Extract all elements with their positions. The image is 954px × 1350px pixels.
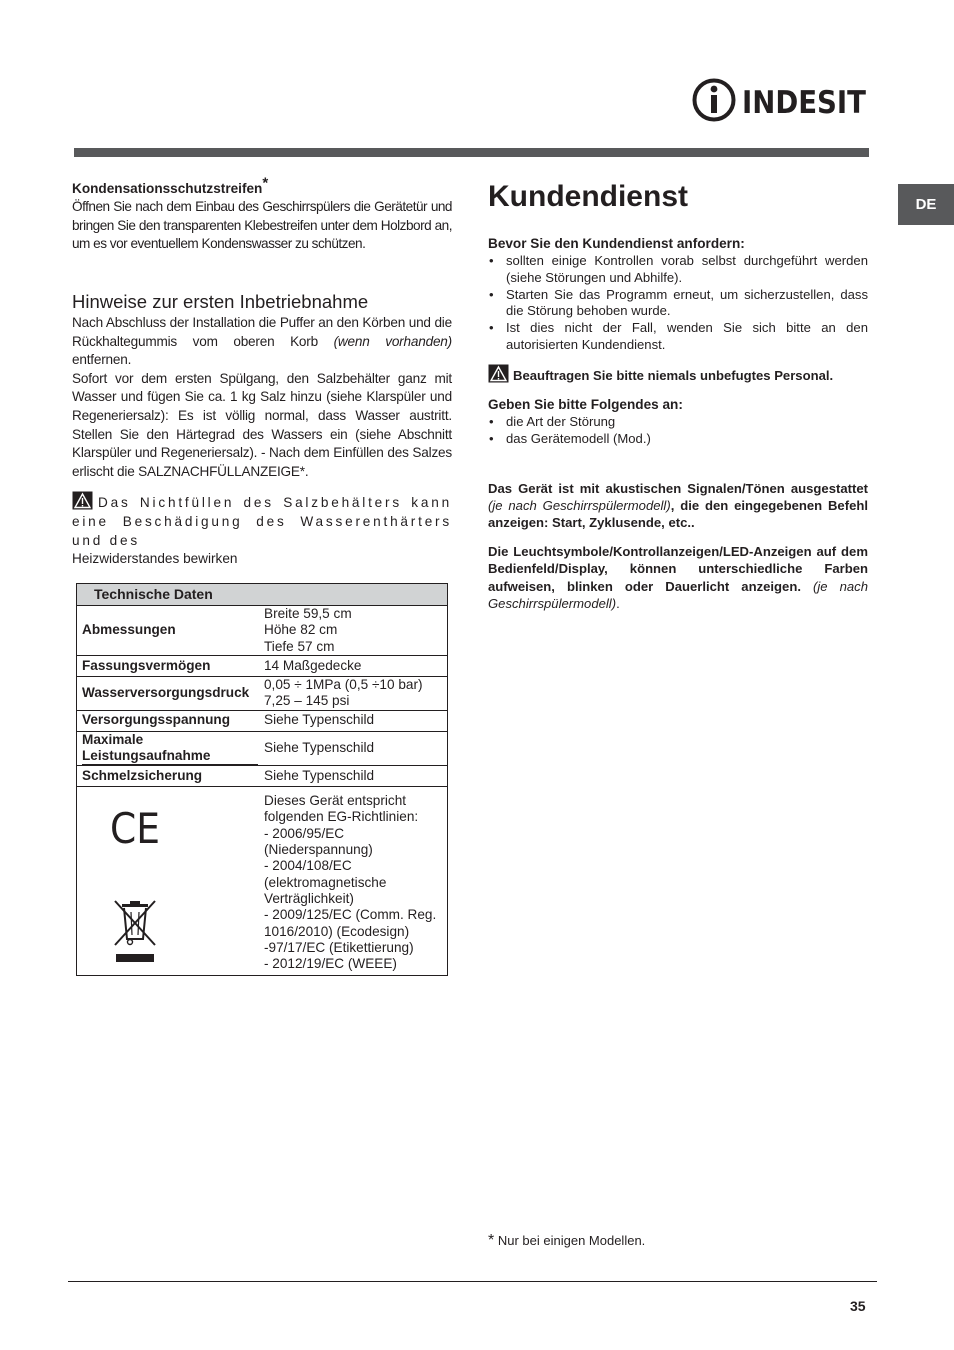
before-list: [488, 253, 868, 354]
list-item: • Ist dies nicht der Fall, wenden Sie sich bitte an den autorisierten Kundendienst.: [488, 320, 868, 354]
hinweise-title: Hinweise zur ersten Inbetriebnahme: [72, 291, 369, 312]
table-row-certifications: [77, 787, 448, 976]
personnel-warning: Beauftragen Sie bitte niemals unbefugtes Personal.: [488, 364, 868, 384]
table-header-row: [77, 584, 448, 606]
ce-mark-text: CE: [110, 807, 160, 848]
row-label: Wasserversorgungsdruck: [77, 677, 259, 711]
warning-icon: [72, 491, 93, 510]
ce-mark-icon: [109, 807, 161, 847]
give-title: Geben Sie bitte Folgendes an:: [488, 396, 683, 412]
row-value: Siehe Typenschild: [258, 710, 448, 731]
certification-marks: [77, 787, 259, 976]
row-label: Maximale Leistungsaufnahme: [77, 731, 259, 766]
salt-warning: Das Nichtfüllen des Salzbehälters kann eine Beschädigung des Wasserenthärters und des: [72, 491, 452, 550]
weee-bin-icon: [113, 899, 157, 965]
table-row: [77, 606, 448, 656]
give-list: [488, 414, 868, 448]
before-title: Bevor Sie den Kundendienst anfordern:: [488, 236, 745, 251]
row-label: Schmelzsicherung: [77, 766, 259, 787]
row-value: Siehe Typenschild: [258, 766, 448, 787]
list-item: • die Art der Störung: [488, 414, 868, 431]
table-row: [77, 766, 448, 787]
hinweise-section: [72, 291, 452, 569]
list-item: • sollten einige Kontrollen vorab selbst durchgeführt werden (siehe Störungen und Abhilfe).: [488, 253, 868, 287]
salt-warning-end: Heizwiderstandes bewirken: [72, 551, 238, 567]
table-row: [77, 656, 448, 677]
table-row: [77, 731, 448, 766]
table-row: [77, 677, 448, 711]
header-bar: [74, 148, 869, 157]
row-label: Fassungsvermögen: [77, 656, 259, 677]
page-number: 35: [850, 1298, 866, 1314]
table-row: [77, 710, 448, 731]
indesit-logo: [692, 78, 868, 122]
row-value: 14 Maßgedecke: [258, 656, 448, 677]
list-item: • das Gerätemodell (Mod.): [488, 431, 868, 448]
row-value: 0,05 ÷ 1MPa (0,5 ÷10 bar) 7,25 – 145 psi: [258, 677, 448, 711]
hinweise-para1: Nach Abschluss der Installation die Puffer an den Körben und die Rückhaltegummis vom oberen Korb (wenn vorhanden) entfernen.: [72, 315, 452, 368]
brand-wordmark: INDESIT: [742, 85, 866, 121]
row-label: Abmessungen: [77, 606, 259, 656]
row-value: Breite 59,5 cm Höhe 82 cm Tiefe 57 cm: [258, 606, 448, 656]
kondensation-title: Kondensationsschutzstreifen*: [72, 174, 269, 196]
row-value: Siehe Typenschild: [258, 731, 448, 766]
hinweise-para2: Sofort vor dem ersten Spülgang, den Salzbehälter ganz mit Wasser und fügen Sie ca. 1 kg Salz hinzu (siehe Klarspüler und Regeneriersalz): Es ist völlig normal, dass Wasser austritt. Stellen Sie den Härtegrad des Wassers ein (siehe Abschnitt Klarspüler und Regeneriersalz). - Nach dem Einfüllen des Salzes erlischt die SALZNACHFÜLLANZEIGE*.: [72, 370, 452, 479]
warning-icon: [488, 364, 509, 383]
language-tab: DE: [898, 184, 954, 225]
lights-note: Die Leuchtsymbole/Kontrollanzeigen/LED-Anzeigen auf dem Bedienfeld/Display, können unterschiedliche Farben aufweisen, blinken oder Dauerlicht anzeigen. (je nach Geschirrspülermodell).: [488, 544, 868, 611]
kondensation-section: [72, 174, 452, 254]
kundendienst-section: [488, 180, 868, 612]
directives-list: Dieses Gerät entspricht folgenden EG-Richtlinien: - 2006/95/EC (Niederspannung) - 2004/108/EC (elektromagnetische Verträglichkeit) - 2009/125/EC (Comm. Reg. 1016/2010) (Ecodesign) -97/17/EC (Etikettierung) - 2012/19/EC (WEEE): [258, 787, 448, 976]
footer-rule: [68, 1281, 877, 1282]
list-item: • Starten Sie das Programm erneut, um sicherzustellen, dass die Störung behoben wurde.: [488, 287, 868, 321]
technical-data-table: [76, 583, 448, 976]
kundendienst-title: Kundendienst: [488, 180, 688, 213]
row-label: Versorgungsspannung: [77, 710, 259, 731]
footnote: * Nur bei einigen Modellen.: [488, 1232, 646, 1249]
signals-note: Das Gerät ist mit akustischen Signalen/Tönen ausgestattet (je nach Geschirrspülermodell), die den eingegebenen Befehl anzeigen: Start, Zyklusende, etc..: [488, 480, 868, 530]
table-title: Technische Daten: [77, 584, 448, 606]
kondensation-text: Öffnen Sie nach dem Einbau des Geschirrspülers die Gerätetür und bringen Sie den transparenten Klebestreifen unter dem Holzbord an, um es vor eventuellem Kondenswasser zu schützen.: [72, 199, 452, 252]
